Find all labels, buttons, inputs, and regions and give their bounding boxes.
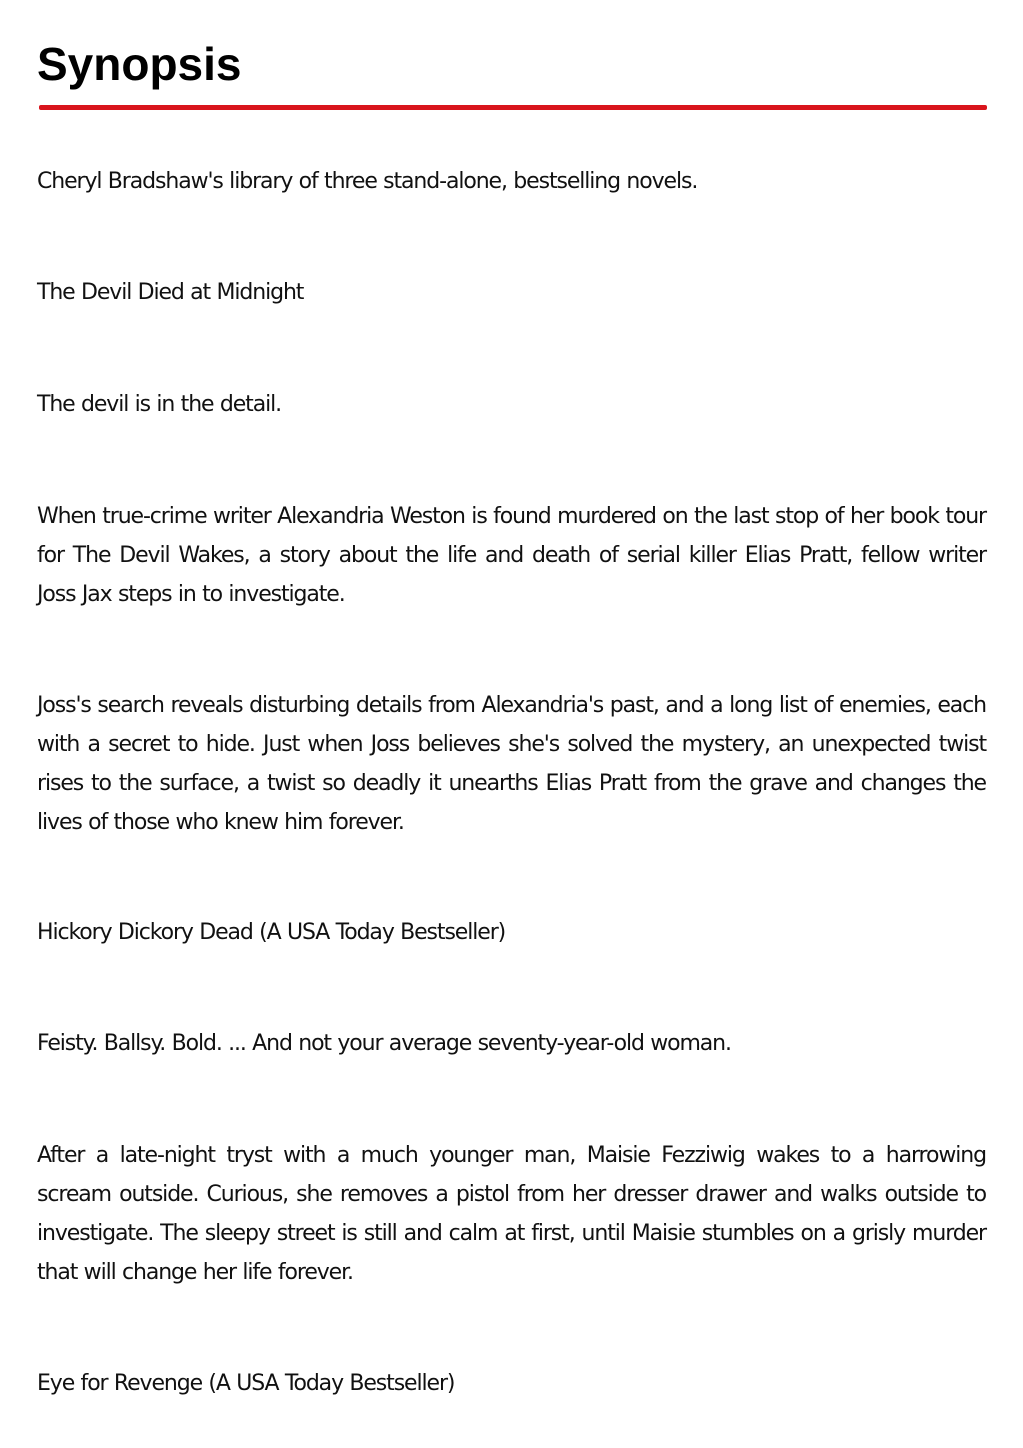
title-divider bbox=[39, 105, 987, 110]
book-title-hickory-dickory-dead: Hickory Dickory Dead (A USA Today Bestseller) bbox=[37, 920, 506, 945]
book-title-eye-for-revenge: Eye for Revenge (A USA Today Bestseller) bbox=[37, 1371, 455, 1396]
intro-paragraph: Cheryl Bradshaw's library of three stand-alone, bestselling novels. bbox=[37, 169, 698, 194]
tagline-paragraph: Feisty. Ballsy. Bold. ... And not your average seventy-year-old woman. bbox=[37, 1031, 731, 1056]
page-title: Synopsis bbox=[37, 38, 242, 90]
body-paragraph: After a late-night tryst with a much younger man, Maisie Fezziwig wakes to a harrowing scream outside. Curious, she removes a pistol from her dresser drawer and walks outside to investigate. The sleepy street is still and calm at first, until Maisie stumbles on a grisly murder that will change her life forever. bbox=[37, 1143, 986, 1285]
tagline-paragraph: The devil is in the detail. bbox=[37, 392, 281, 417]
body-paragraph: When true-crime writer Alexandria Weston is found murdered on the last stop of her book tour for The Devil Wakes, a story about the life and death of serial killer Elias Pratt, fellow writer Joss Jax steps in to investigate. bbox=[37, 504, 986, 607]
body-paragraph: Joss's search reveals disturbing details from Alexandria's past, and a long list of enemies, each with a secret to hide. Just when Joss believes she's solved the mystery, an unexpected twist rises to the surface, a twist so deadly it unearths Elias Pratt from the grave and changes the lives of those who knew him forever. bbox=[37, 693, 986, 835]
book-title-devil-died-at-midnight: The Devil Died at Midnight bbox=[37, 280, 304, 305]
